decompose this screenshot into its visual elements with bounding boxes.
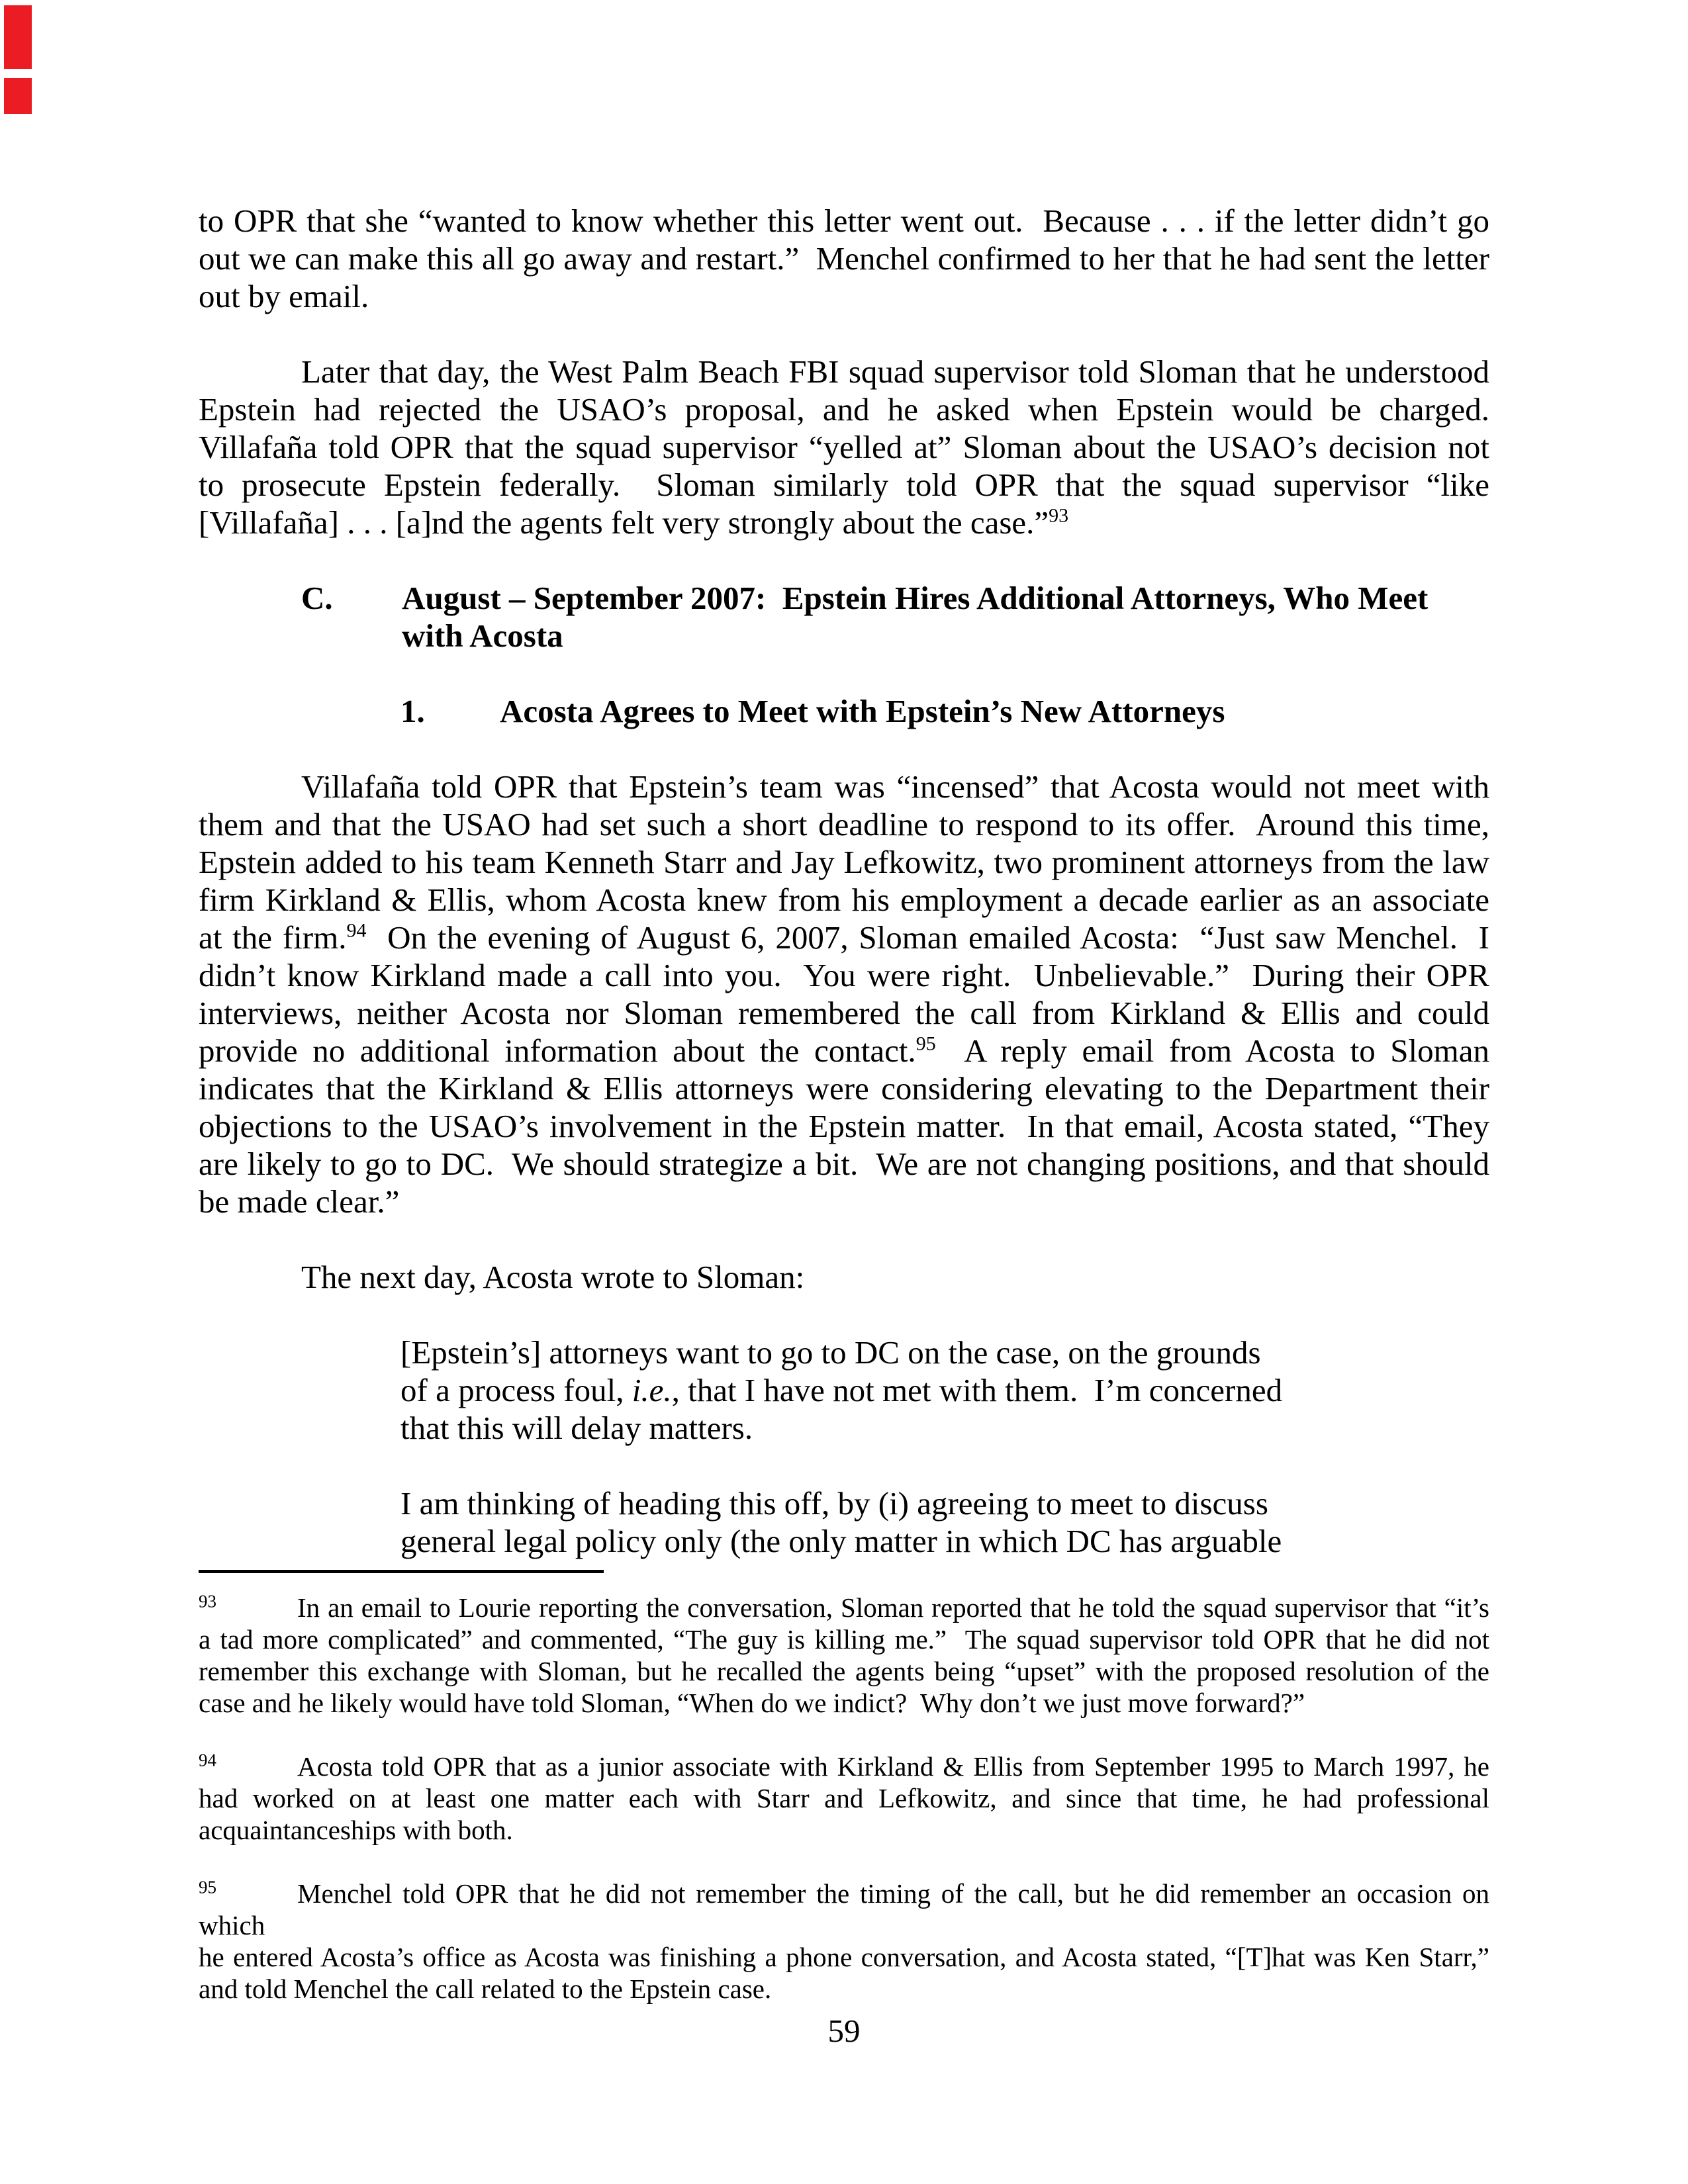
italic-text: i.e.	[632, 1372, 672, 1408]
text-line: I am thinking of heading this off, by (i) agreeing to meet to discuss	[400, 1485, 1268, 1522]
scan-artifact-red-mark-bottom	[4, 78, 32, 114]
text-line: provide no additional information about the contact.$^{95}$ A reply email from Acosta to Sloman	[199, 1032, 1489, 1069]
text-line: $^{95}$ Menchel told OPR that he did not remember the timing of the call, but he did remember an occasion on which	[199, 1877, 1489, 1940]
text-line: them and that the USAO had set such a short deadline to respond to its offer. Around this time,	[199, 806, 1489, 842]
text-line: objections to the USAO’s involvement in the Epstein matter. In that email, Acosta stated, “They	[199, 1108, 1489, 1144]
text-line: that this will delay matters.	[400, 1410, 753, 1446]
subsection-heading-number: 1.	[400, 693, 425, 729]
text-line: Later that day, the West Palm Beach FBI squad supervisor told Sloman that he understood	[301, 353, 1489, 390]
block-quote-1	[400, 1334, 1327, 1447]
subsection-heading-1	[400, 692, 1493, 730]
body-paragraph-villafana	[199, 768, 1489, 1220]
text-line: out by email.	[199, 278, 369, 314]
text-line: acquaintanceships with both.	[199, 1815, 513, 1845]
text-line: remember this exchange with Sloman, but he recalled the agents being “upset” with the proposed resolution of the	[199, 1656, 1489, 1686]
text-line: be made clear.”	[199, 1183, 400, 1220]
text-line: Epstein added to his team Kenneth Starr and Jay Lefkowitz, two prominent attorneys from the law	[199, 844, 1489, 880]
text-line: a tad more complicated” and commented, “The guy is killing me.” The squad supervisor told OPR that he did not	[199, 1624, 1489, 1655]
text-line: he entered Acosta’s office as Acosta was finishing a phone conversation, and Acosta stated, “[T]hat was Ken Starr,”	[199, 1942, 1489, 1972]
section-heading-text	[402, 579, 1493, 655]
text-line: Villafaña told OPR that the squad supervisor “yelled at” Sloman about the USAO’s decision not	[199, 429, 1489, 465]
text-line: $^{93}$ In an email to Lourie reporting the conversation, Sloman reported that he told the squad supervisor that “it’s	[199, 1591, 1489, 1623]
text-line: [Villafaña] . . . [a]nd the agents felt very strongly about the case.”$^{93}$	[199, 504, 1069, 541]
footnote-reference-superscript: 95	[915, 1032, 936, 1055]
text-line: out we can make this all go away and restart.” Menchel confirmed to her that he had sent the letter	[199, 240, 1489, 277]
text-line: August – September 2007: Epstein Hires Additional Attorneys, Who Meet	[402, 580, 1429, 616]
text-line: general legal policy only (the only matter in which DC has arguable	[400, 1523, 1282, 1559]
subsection-heading-text	[500, 692, 1493, 730]
text-line: Acosta Agrees to Meet with Epstein’s New Attorneys	[500, 693, 1225, 729]
text-line: didn’t know Kirkland made a call into you. You were right. Unbelievable.” During their OPR	[199, 957, 1489, 993]
text-line: [Epstein’s] attorneys want to go to DC on the case, on the grounds	[400, 1334, 1261, 1371]
text-line: case and he likely would have told Sloman, “When do we indict? Why don’t we just move forward?”	[199, 1688, 1305, 1718]
text-line: firm Kirkland & Ellis, whom Acosta knew from his employment a decade earlier as an associate	[199, 882, 1489, 918]
body-paragraph-next-day	[199, 1258, 1489, 1296]
block-quote-2	[400, 1484, 1327, 1560]
section-heading-c	[301, 579, 1493, 655]
text-line: at the firm.$^{94}$ On the evening of August 6, 2007, Sloman emailed Acosta: “Just saw Menchel. I	[199, 919, 1489, 956]
text-line: indicates that the Kirkland & Ellis attorneys were considering elevating to the Department their	[199, 1070, 1489, 1107]
text-line: The next day, Acosta wrote to Sloman:	[301, 1259, 805, 1295]
text-line: interviews, neither Acosta nor Sloman remembered the call from Kirkland & Ellis and could	[199, 995, 1489, 1031]
text-line: and told Menchel the call related to the Epstein case.	[199, 1974, 772, 2004]
footnote-95	[199, 1878, 1489, 2005]
text-line: Villafaña told OPR that Epstein’s team was “incensed” that Acosta would not meet with	[301, 768, 1489, 805]
body-paragraph-continuation	[199, 202, 1489, 315]
footnote-number-superscript: 93	[199, 1591, 216, 1612]
text-line: $^{94}$ Acosta told OPR that as a junior associate with Kirkland & Ellis from September 1995 to March 1997, he	[199, 1750, 1489, 1782]
footnote-reference-superscript: 93	[1049, 504, 1069, 527]
scan-artifact-red-mark-top	[4, 5, 32, 69]
footnote-separator	[199, 1570, 604, 1573]
footnote-reference-superscript: 94	[346, 919, 367, 942]
text-line: of a process foul, i.e., that I have not met with them. I’m concerned	[400, 1372, 1283, 1408]
page-number: 59	[827, 2013, 861, 2049]
text-line: to OPR that she “wanted to know whether this letter went out. Because . . . if the letter didn’t go	[199, 203, 1489, 239]
footnote-94	[199, 1751, 1489, 1846]
text-line: had worked on at least one matter each with Starr and Lefkowitz, and since that time, he had professional	[199, 1783, 1489, 1813]
footnote-number-superscript: 95	[199, 1877, 216, 1897]
footnote-number-superscript: 94	[199, 1750, 216, 1770]
text-line: Epstein had rejected the USAO’s proposal, and he asked when Epstein would be charged.	[199, 391, 1489, 428]
text-line: to prosecute Epstein federally. Sloman similarly told OPR that the squad supervisor “like	[199, 467, 1489, 503]
section-heading-number: C.	[301, 580, 333, 616]
text-line: are likely to go to DC. We should strategize a bit. We are not changing positions, and that should	[199, 1146, 1489, 1182]
body-paragraph-later-that-day	[199, 353, 1489, 541]
text-line: with Acosta	[402, 617, 563, 654]
footnote-93	[199, 1592, 1489, 1719]
